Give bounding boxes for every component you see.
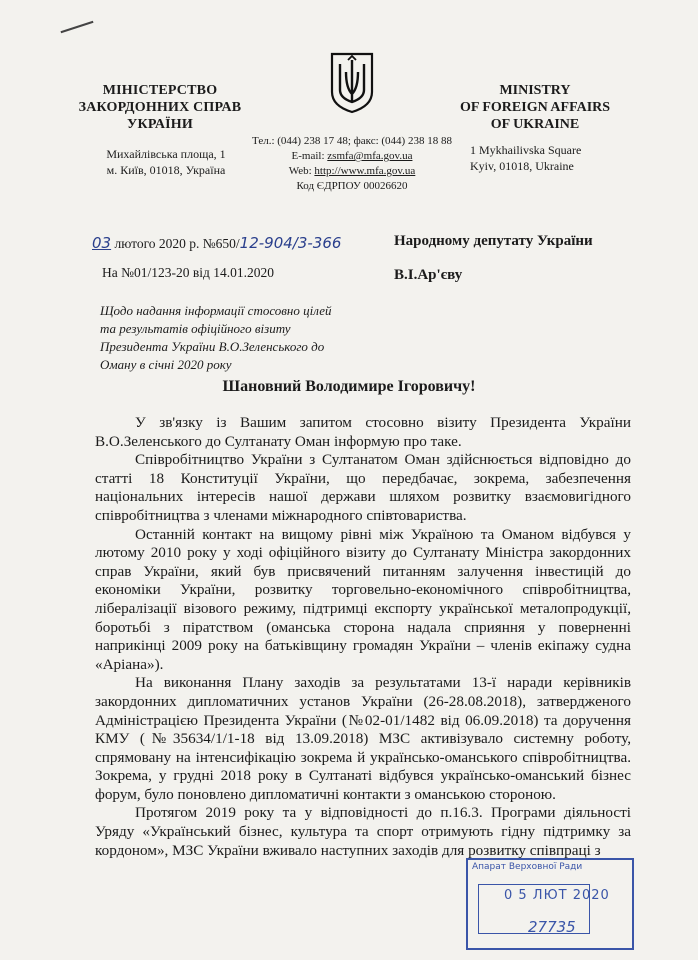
phone-fax: Тел.: (044) 238 17 48; факс: (044) 238 18 88 [252,135,452,147]
paragraph: На виконання Плану заходів за результатами 13-ї наради керівників закордонних дипломатичних установ України (26-28.08.2018), затвердженого Адміністрацією Президента України (№02-01/1482 від 06.09.2018) та доручення КМУ (№35634/1/1-18 від 13.09.2018) МЗС активізувало системну роботу, спрямовану на інтенсифікацію зокрема й українсько-оманського співробітництва. Зокрема, у грудні 2018 року в Султанаті відбувся українсько-оманський бізнес форум, було поновлено дипломатичні контакти з оманською стороною. [95,674,631,803]
handwritten-number: 12-904/3-366 [239,234,342,252]
pen-mark [61,21,94,33]
ministry-address-en: 1 Mykhailivska Square Kyiv, 01018, Ukraine [470,143,582,173]
reference-number: На №01/123-20 від 14.01.2020 [102,265,274,280]
stamp-number: 27735 [528,918,576,936]
ministry-title-ua: МІНІСТЕРСТВО ЗАКОРДОННИХ СПРАВ УКРАЇНИ [78,83,242,132]
contacts-block: Тел.: (044) 238 17 48; факс: (044) 238 18 88 E-mail: zsmfa@mfa.gov.ua Web: http://www.mfa.gov.ua Код ЄДРПОУ 00026620 [242,134,462,194]
paragraph: Останній контакт на вищому рівні між Україною та Оманом відбувся у лютому 2010 року у ході офіційного візиту до Султанату Міністра закордонних справ України, який був присвячений питанням залучення інвестицій до економіки України, розвитку торговельно-економічного співробітництва, лібералізації візового режиму, підтримці експорту української металопродукції, боротьбі з піратством (оманська сторона надала сприяння у поверненні наприкінці 2009 року на батьківщину громадян України – членів екіпажу судна «Аріана»). [95,525,631,673]
edrpou-code: Код ЄДРПОУ 00026620 [296,180,408,192]
paragraph: Протягом 2019 року та у відповідності до п.16.3. Програми діяльності Уряду «Український бізнес, культура та спорт отримують гідну підтримку за кордоном», МЗС України вживало наступних заходів для розвитку співпраці з [95,804,631,859]
letter-body [95,414,631,860]
subject-line: Щодо надання інформації стосовно цілей та результатів офіційного візиту Президента України В.О.Зеленського до Оману в січні 2020 року [100,303,332,372]
salutation: Шановний Володимире Ігоровичу! [222,378,476,395]
paragraph: У зв'язку із Вашим запитом стосовно візиту Президента України В.О.Зеленського до Султанату Оман інформую про таке. [95,414,631,450]
ministry-address-ua: Михайлівська площа, 1 м. Київ, 01018, Україна [106,147,226,177]
addressee-title: Народному депутату України [394,233,593,249]
addressee-name: В.І.Ар'єву [394,267,463,283]
email-link[interactable]: zsmfa@mfa.gov.ua [327,150,413,162]
ministry-title-en: MINISTRY OF FOREIGN AFFAIRS OF UKRAINE [459,83,611,132]
registration-stamp: Апарат Верховної Ради 0 5 ЛЮТ 2020 27735 [466,858,634,950]
paragraph: Співробітництво України з Султанатом Оман здійснюється відповідно до статті 18 Конституції України, що передбачає, зокрема, забезпечення національних інтересів нашої держави шляхом розвитку взаємовигідного співробітництва з членами міжнародного співтовариства. [95,451,631,524]
stamp-date: 0 5 ЛЮТ 2020 [504,888,610,903]
letter-date-number: 03 лютого 2020 р. №650/12-904/3-366 [92,234,342,252]
tryzub-emblem-icon [330,52,374,114]
web-link[interactable]: http://www.mfa.gov.ua [314,165,416,177]
handwritten-day: 03 [92,234,112,252]
